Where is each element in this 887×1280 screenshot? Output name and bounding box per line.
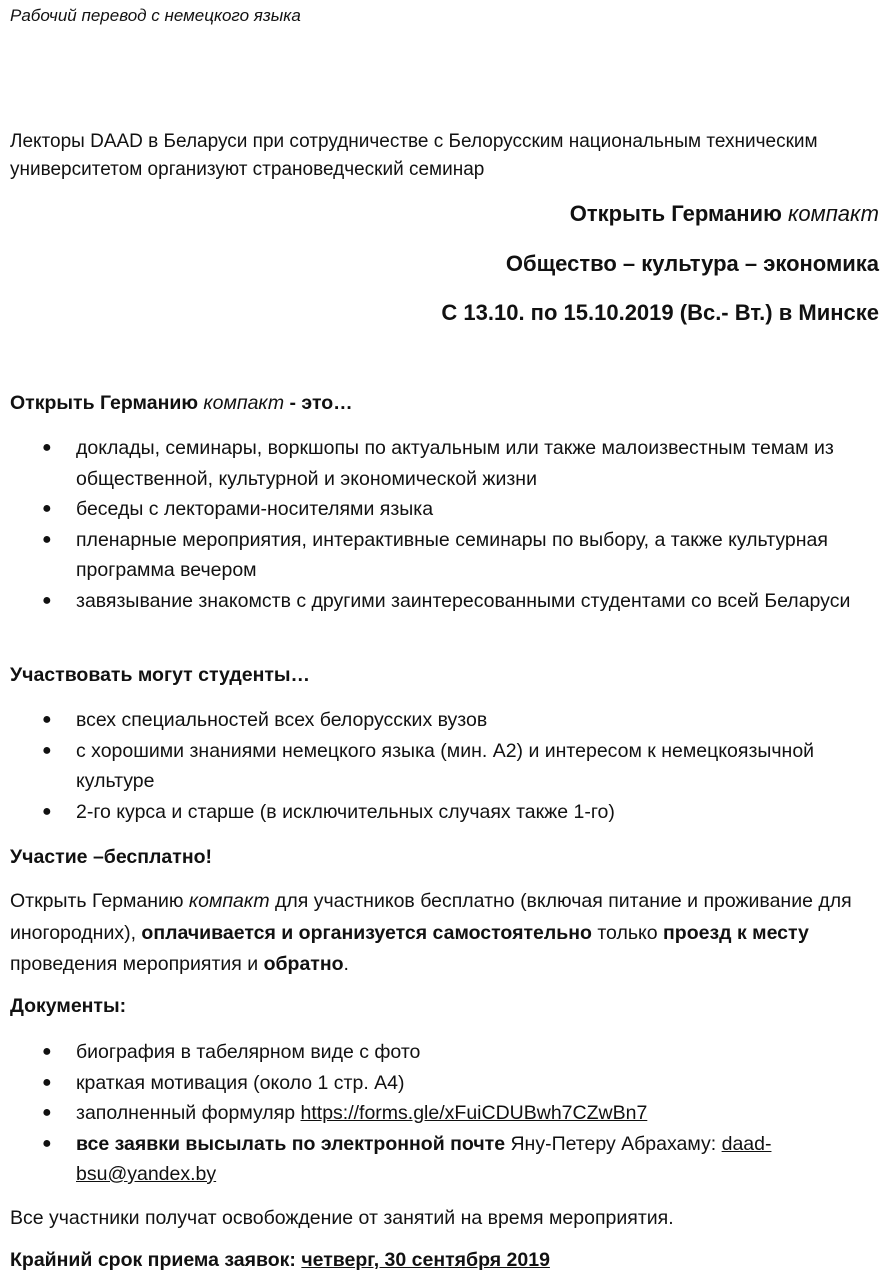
section-documents bbox=[10, 991, 876, 1021]
free-paragraph bbox=[10, 886, 876, 981]
bullet-icon: ● bbox=[42, 711, 52, 728]
bullet-icon: ● bbox=[42, 741, 52, 759]
text-run-bold: обратно bbox=[263, 953, 344, 975]
list-item-text: биография в табелярном виде с фото bbox=[76, 1041, 421, 1063]
list-item bbox=[10, 433, 876, 494]
list-item bbox=[10, 1098, 876, 1129]
list-item bbox=[10, 494, 876, 525]
list-item bbox=[10, 525, 876, 586]
deadline-label: Крайний срок приема заявок: bbox=[10, 1249, 296, 1271]
section-documents-heading: Документы: bbox=[10, 995, 127, 1017]
list-item bbox=[10, 1129, 876, 1190]
list-item-text: завязывание знакомств с другими заинтересованными студентами со всей Беларуси bbox=[76, 589, 851, 612]
list-item-text: 2-го курса и старше (в исключительных случаях также 1-го) bbox=[76, 800, 615, 823]
bullet-icon: ● bbox=[42, 1134, 52, 1152]
list-item bbox=[10, 586, 876, 617]
email-link[interactable]: daad-bsu@yandex.by bbox=[76, 1132, 772, 1185]
text-run-bold: проезд к месту bbox=[663, 921, 809, 944]
section-free-heading: Участие –бесплатно! bbox=[10, 846, 213, 868]
list-item-text: краткая мотивация (около 1 стр. А4) bbox=[76, 1071, 405, 1094]
seminar-title bbox=[570, 199, 879, 229]
list-item bbox=[10, 797, 876, 828]
deadline-date: четверг, 30 сентября 2019 bbox=[301, 1249, 550, 1271]
list-item-text-bold: все заявки высылать по электронной почте bbox=[76, 1132, 506, 1155]
list-item-text: доклады, семинары, воркшопы по актуальным или также малоизвестным темам из общественной, культурной и экономической жизни bbox=[76, 437, 834, 490]
seminar-subtitle: Общество – культура – экономика bbox=[505, 251, 879, 276]
list-item bbox=[10, 1037, 876, 1068]
text-run: . bbox=[343, 953, 349, 975]
deadline bbox=[10, 1245, 876, 1275]
list-item-text: с хорошими знаниями немецкого языка (мин. А2) и интересом к немецкоязычной культуре bbox=[76, 739, 815, 792]
list-item-text: беседы с лекторами-носителями языка bbox=[76, 498, 434, 520]
text-run: проведения мероприятия и bbox=[10, 953, 259, 975]
seminar-title-italic: компакт bbox=[787, 201, 879, 226]
list-item-text: всех специальностей всех белорусских вузов bbox=[76, 709, 488, 731]
bullet-icon: ● bbox=[42, 1104, 52, 1121]
section-what-is bbox=[10, 388, 876, 418]
bullet-icon: ● bbox=[42, 1043, 52, 1060]
list-item-text: Яну-Петеру Абрахаму: bbox=[510, 1132, 717, 1155]
documents-list bbox=[10, 1037, 876, 1190]
seminar-dates: С 13.10. по 15.10.2019 (Вс.- Вт.) в Минске bbox=[441, 300, 879, 325]
translation-note: Рабочий перевод с немецкого языка bbox=[10, 6, 301, 25]
intro-paragraph: Лекторы DAAD в Беларуси при сотрудничестве с Белорусским национальным техническим университетом организуют страноведческий семинар bbox=[10, 131, 818, 180]
list-item bbox=[10, 705, 876, 736]
who-list bbox=[10, 705, 876, 827]
list-item-text: заполненный формуляр bbox=[76, 1102, 296, 1124]
bullet-icon: ● bbox=[42, 802, 52, 820]
text-run: для участников бесплатно (включая питание и проживание для иногородних), bbox=[10, 890, 852, 944]
heading-tail: - это… bbox=[289, 392, 353, 414]
heading-main: Открыть Германию bbox=[10, 392, 198, 414]
bullet-icon: ● bbox=[42, 1073, 52, 1091]
text-run-bold: оплачивается и организуется самостоятельно bbox=[141, 921, 592, 944]
bullet-icon: ● bbox=[42, 439, 52, 456]
form-link[interactable]: https://forms.gle/xFuiCDUBwh7CZwBn7 bbox=[300, 1102, 648, 1124]
section-who-heading: Участвовать могут студенты… bbox=[10, 664, 311, 686]
bullet-icon: ● bbox=[42, 530, 52, 548]
text-run: Открыть Германию bbox=[10, 890, 184, 912]
section-what-is-heading bbox=[10, 388, 876, 418]
list-item bbox=[10, 1068, 876, 1099]
list-item-text: пленарные мероприятия, интерактивные семинары по выбору, а также культурная программа вечером bbox=[76, 528, 828, 581]
bullet-icon: ● bbox=[42, 591, 52, 609]
bullet-icon: ● bbox=[42, 500, 52, 517]
text-run: только bbox=[597, 921, 658, 944]
text-run-italic: компакт bbox=[188, 890, 270, 912]
what-is-list bbox=[10, 433, 876, 616]
list-item bbox=[10, 736, 876, 797]
section-who bbox=[10, 660, 876, 690]
seminar-title-main: Открыть Германию bbox=[569, 201, 782, 226]
exemption-note: Все участники получат освобождение от занятий на время мероприятия. bbox=[10, 1207, 674, 1229]
section-free bbox=[10, 842, 876, 872]
heading-italic: компакт bbox=[203, 392, 285, 414]
